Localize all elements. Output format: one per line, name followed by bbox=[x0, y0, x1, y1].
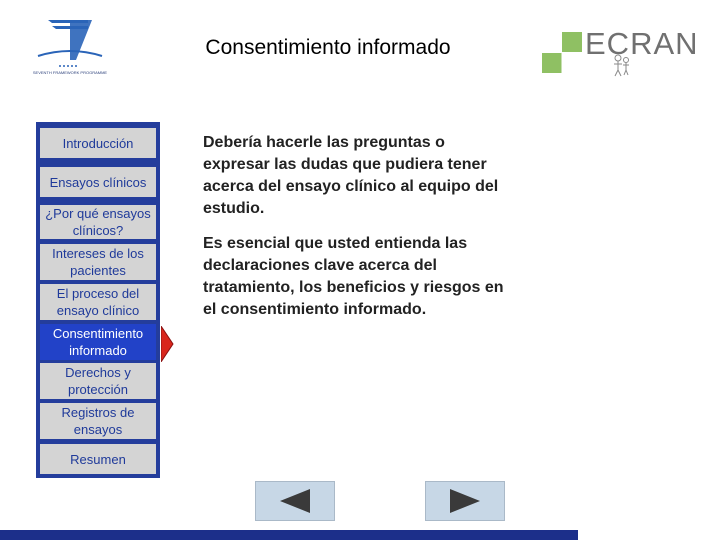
content-text bbox=[203, 132, 513, 334]
nav-item-proceso-ensayo[interactable]: El proceso del ensayo clínico bbox=[40, 284, 156, 320]
nav-item-intereses-pacientes[interactable]: Intereses de los pacientes bbox=[40, 244, 156, 280]
triangle-left-icon bbox=[278, 488, 312, 514]
nav-item-consentimiento-informado[interactable]: Consentimiento informado bbox=[40, 324, 156, 360]
next-button[interactable] bbox=[425, 481, 505, 521]
active-pointer-icon bbox=[161, 326, 175, 362]
nav-item-introduccion[interactable]: Introducción bbox=[40, 128, 156, 158]
content-paragraph: Debería hacerle las preguntas o expresar las dudas que pudiera tener acerca del ensayo clínico al equipo del estudio. bbox=[203, 134, 499, 217]
fp7-logo-text: SEVENTH FRAMEWORK PROGRAMME bbox=[32, 70, 108, 75]
triangle-right-icon bbox=[448, 488, 482, 514]
previous-button[interactable] bbox=[255, 481, 335, 521]
bottom-bar bbox=[0, 530, 578, 540]
ecran-logo-text: ECRAN bbox=[585, 26, 699, 61]
nav-item-resumen[interactable]: Resumen bbox=[40, 444, 156, 474]
content-paragraph: Es esencial que usted entienda las declaraciones clave acerca del tratamiento, los beneficios y riesgos en el consentimiento informado. bbox=[203, 235, 504, 318]
nav-item-ensayos-clinicos[interactable]: Ensayos clínicos bbox=[40, 167, 156, 197]
nav-item-por-que-ensayos[interactable]: ¿Por qué ensayos clínicos? bbox=[40, 205, 156, 239]
sidebar-nav bbox=[36, 122, 160, 478]
nav-item-registros-ensayos[interactable]: Registros de ensayos bbox=[40, 403, 156, 439]
fp7-logo bbox=[30, 16, 110, 78]
page-title: Consentimiento informado bbox=[205, 36, 451, 59]
nav-item-derechos-proteccion[interactable]: Derechos y protección bbox=[40, 363, 156, 399]
